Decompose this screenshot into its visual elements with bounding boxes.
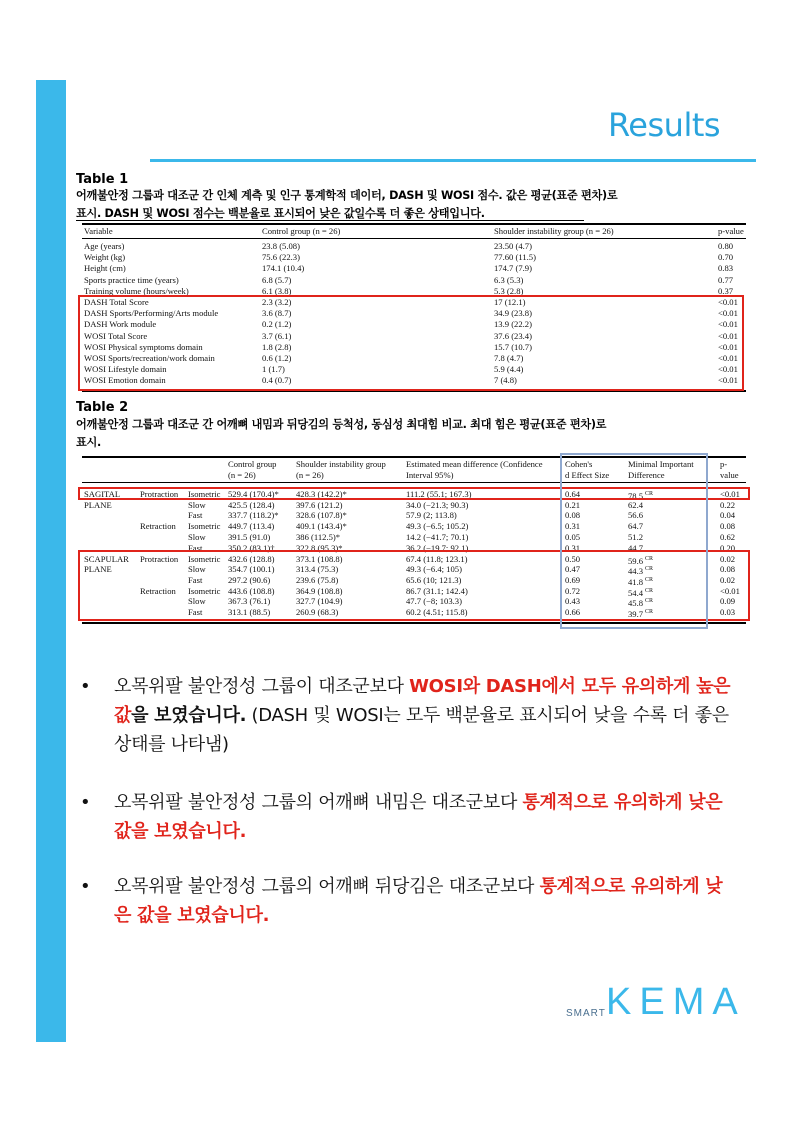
table2-cell-control: 337.7 (118.2)* xyxy=(228,510,279,521)
table1-cell-instability: 6.3 (5.3) xyxy=(494,274,524,285)
table1-cell-control: 3.7 (6.1) xyxy=(262,330,292,341)
table2-cell-instab: 327.7 (104.9) xyxy=(296,596,343,607)
table2-cell-p: <0.01 xyxy=(720,489,740,499)
page-title: Results xyxy=(608,106,721,144)
table1-cell-pvalue: <0.01 xyxy=(718,297,738,307)
table1-label: Table 1 xyxy=(76,172,129,187)
table1-header-variable: Variable xyxy=(84,226,113,236)
table1-cell-instability: 5.3 (2.8) xyxy=(494,285,524,296)
table2-cell-speed: Isometric xyxy=(188,489,221,499)
table1-cell-variable: DASH Sports/Performing/Arts module xyxy=(84,308,219,319)
table2-cell-p: <0.01 xyxy=(720,585,740,596)
table2-cell-control: 432.6 (128.8) xyxy=(228,553,275,564)
table2-header-control: (n = 26) xyxy=(228,470,256,480)
table1-header-pvalue: p-value xyxy=(718,226,744,236)
table2-cell-d: 0.50 xyxy=(565,553,581,564)
table2-cell-diff: 65.6 (10; 121.3) xyxy=(406,575,462,585)
bullet-1-text xyxy=(114,672,738,759)
table2-cell-speed: Slow xyxy=(188,596,206,607)
table2-cell-p: 0.02 xyxy=(720,575,736,585)
table2-cell-mid: 51.2 xyxy=(628,531,644,542)
table1-cell-instability: 23.50 (4.7) xyxy=(494,241,532,251)
table2-header-mid: Minimal Important xyxy=(628,459,694,469)
table2-cell-instab: 328.6 (107.8)* xyxy=(296,510,347,521)
table1-cell-control: 6.8 (5.7) xyxy=(262,274,292,285)
table1-cell-variable: WOSI Sports/recreation/work domain xyxy=(84,353,215,363)
table1-cell-pvalue: 0.37 xyxy=(718,285,734,296)
table2-cell-d: 0.64 xyxy=(565,489,581,499)
table2-cell-speed: Fast xyxy=(188,607,203,618)
table1-caption-underline xyxy=(76,220,584,221)
table1-cell-variable: WOSI Physical symptoms domain xyxy=(84,341,203,352)
table1-cell-instability: 7 (4.8) xyxy=(494,375,517,386)
table1-caption-line2: 표시. DASH 및 WOSI 점수는 백분율로 표시되어 낮은 값일수록 더 좋은 상태입니다. xyxy=(76,207,485,220)
table2-cell-d: 0.21 xyxy=(565,499,581,510)
table2-cell-speed: Slow xyxy=(188,531,206,542)
bullet-3-text xyxy=(114,872,738,930)
table2-cell-control: 350.2 (83.1)† xyxy=(228,542,275,553)
table1-cell-pvalue: <0.01 xyxy=(718,341,738,352)
table2-header-instab: (n = 26) xyxy=(296,470,324,480)
table2-effect-size-highlight-box xyxy=(560,453,708,629)
table2-caption-line1: 어깨불안정 그룹과 대조군 간 어깨뼈 내밈과 뒤당김의 등척성, 동심성 최대힘 비교. 최대 힘은 평균(표준 편차)로 xyxy=(76,418,607,431)
table2-cell-d: 0.66 xyxy=(565,607,581,618)
table1-cell-variable: DASH Work module xyxy=(84,319,157,330)
table1-cell-control: 0.4 (0.7) xyxy=(262,375,292,386)
table1-cell-pvalue: <0.01 xyxy=(718,319,738,330)
table2-cell-instab: 364.9 (108.8) xyxy=(296,585,343,596)
table2-cell-mid: 44.7 xyxy=(628,542,644,553)
table2-cell-diff: 47.7 (−8; 103.3) xyxy=(406,596,462,607)
table1-highlight-box xyxy=(78,295,744,391)
table2-cell-speed: Fast xyxy=(188,510,203,521)
table2-header-diff: Estimated mean difference (Confidence xyxy=(406,459,543,469)
table2-cell-control: 354.7 (100.1) xyxy=(228,564,275,575)
table2-cell-mid-sup: CR xyxy=(645,598,654,605)
table2-cell-control: 425.5 (128.4) xyxy=(228,499,275,510)
table2-cell-mid: 39.7 $^{CR}$ xyxy=(628,608,654,619)
bullet-2-segment: 오목위팔 불안정성 그룹의 어깨뼈 내밈은 대조군보다 xyxy=(114,792,523,813)
table2-cell-diff: 86.7 (31.1; 142.4) xyxy=(406,585,468,596)
smart-kema-logo xyxy=(566,981,746,1030)
table2-cell-diff: 60.2 (4.51; 115.8) xyxy=(406,607,468,618)
table2-header-d: Cohen's xyxy=(565,459,593,469)
table2-cell-p: 0.04 xyxy=(720,510,736,521)
table2-cell-mid: 54.4 $^{CR}$ xyxy=(628,587,654,598)
table2-label: Table 2 xyxy=(76,400,129,415)
table1-cell-pvalue: <0.01 xyxy=(718,364,738,375)
bullet-1-segment: 을 보였습니다. xyxy=(131,705,247,726)
table2-cell-control: 391.5 (91.0) xyxy=(228,531,271,542)
table1-cell-variable: DASH Total Score xyxy=(84,297,149,307)
table2-cell-movement: Protraction xyxy=(140,489,179,499)
table2-cell-p: 0.08 xyxy=(720,564,736,575)
table2-cell-p: 0.08 xyxy=(720,521,736,532)
table2-cell-mid-sup: CR xyxy=(645,587,654,594)
table2-cell-speed: Fast xyxy=(188,542,203,553)
table2-cell-instab: 386 (112.5)* xyxy=(296,531,341,542)
table2-cell-diff: 49.3 (−6.5; 105.2) xyxy=(406,521,469,532)
table2-cell-diff: 14.2 (−41.7; 70.1) xyxy=(406,531,469,542)
table1-cell-variable: Training volume (hours/week) xyxy=(84,285,189,296)
table1-cell-pvalue: <0.01 xyxy=(718,330,738,341)
table1-header-rule xyxy=(82,238,746,239)
table2-cell-movement: Retraction xyxy=(140,585,176,596)
table2-cell-instab: 322.8 (95.3)* xyxy=(296,542,343,553)
table1-cell-control: 174.1 (10.4) xyxy=(262,263,305,274)
table1-cell-instability: 77.60 (11.5) xyxy=(494,252,536,263)
table2-cell-mid: 45.8 $^{CR}$ xyxy=(628,598,654,609)
table1-cell-instability: 7.8 (4.7) xyxy=(494,353,524,363)
table2-header-mid: Difference xyxy=(628,470,665,480)
table2-cell-diff: 36.2 (−19.7; 92.1) xyxy=(406,542,469,553)
table2-cell-p: 0.03 xyxy=(720,607,736,618)
table2-cell-instab: 239.6 (75.8) xyxy=(296,575,339,585)
table2-header-d: d Effect Size xyxy=(565,470,610,480)
side-accent-bar xyxy=(36,80,66,1042)
bullet-2-highlight: 통계적으로 유의하게 낮은 값을 보였습니다. xyxy=(114,792,723,842)
table2-cell-instab: 260.9 (68.3) xyxy=(296,607,339,618)
table2-cell-control: 449.7 (113.4) xyxy=(228,521,275,532)
bullet-3-highlight: 통계적으로 유의하게 낮은 값을 보였습니다. xyxy=(114,876,723,926)
table1-cell-variable: WOSI Emotion domain xyxy=(84,375,166,386)
table1-cell-pvalue: <0.01 xyxy=(718,375,738,386)
table1-cell-pvalue: 0.70 xyxy=(718,252,734,263)
table2-cell-control: 443.6 (108.8) xyxy=(228,585,275,596)
table2-cell-d: 0.05 xyxy=(565,531,581,542)
table2-cell-diff: 111.2 (55.1; 167.3) xyxy=(406,489,472,499)
table2-cell-mid: 56.6 xyxy=(628,510,644,521)
table2-cell-control: 297.2 (90.6) xyxy=(228,575,271,585)
table2-cell-mid-sup: CR xyxy=(645,609,654,616)
bullet-1-highlight: WOSI와 DASH에서 모두 유의하게 높은 값 xyxy=(114,676,731,726)
table2-cell-movement: Retraction xyxy=(140,521,176,532)
table1-cell-control: 6.1 (3.8) xyxy=(262,285,292,296)
table2-cell-d: 0.72 xyxy=(565,585,581,596)
table2-cell-speed: Slow xyxy=(188,564,206,575)
table2-cell-d: 0.43 xyxy=(565,596,581,607)
table1-cell-control: 0.2 (1.2) xyxy=(262,319,292,330)
table2-cell-control: 313.1 (88.5) xyxy=(228,607,271,618)
table1-cell-instability: 174.7 (7.9) xyxy=(494,263,532,274)
table2-cell-diff: 34.0 (−21.3; 90.3) xyxy=(406,499,469,510)
table1-cell-control: 23.8 (5.08) xyxy=(262,241,300,251)
bullet-dot: • xyxy=(80,676,91,697)
table2-cell-d: 0.31 xyxy=(565,542,581,553)
table2-cell-speed: Fast xyxy=(188,575,203,585)
table1-cell-instability: 15.7 (10.7) xyxy=(494,341,532,352)
table2-cell-p: 0.20 xyxy=(720,542,736,553)
table2-cell-control: 529.4 (170.4)* xyxy=(228,489,279,499)
table2-cell-instab: 409.1 (143.4)* xyxy=(296,521,347,532)
table2-cell-mid-sup: CR xyxy=(645,491,654,497)
table1-cell-pvalue: 0.77 xyxy=(718,274,734,285)
table2-cell-instab: 397.6 (121.2) xyxy=(296,499,343,510)
table1-cell-control: 0.6 (1.2) xyxy=(262,353,292,363)
table2-cell-diff: 49.3 (−6.4; 105) xyxy=(406,564,462,575)
table1-header-instability: Shoulder instability group (n = 26) xyxy=(494,226,614,236)
table2-header-p: value xyxy=(720,470,739,480)
table1-cell-control: 1 (1.7) xyxy=(262,364,285,375)
table1-cell-variable: Sports practice time (years) xyxy=(84,274,179,285)
table1-cell-variable: Weight (kg) xyxy=(84,252,126,263)
table2-cell-d: 0.69 xyxy=(565,575,581,585)
table2-caption-line2: 표시. xyxy=(76,436,101,449)
table2-cell-mid-sup: CR xyxy=(645,566,654,573)
table1-cell-variable: WOSI Total Score xyxy=(84,330,148,341)
table2-cell-mid: 59.6 $^{CR}$ xyxy=(628,555,654,566)
bullet-1-segment: (DASH 및 WOSI는 모두 백분율로 표시되어 낮을 수록 더 좋은 상태를 나타냄) xyxy=(114,705,729,755)
table2-cell-mid: 64.7 xyxy=(628,521,644,532)
table1-cell-pvalue: 0.80 xyxy=(718,241,734,251)
table2-cell-plane: PLANE xyxy=(84,499,112,510)
table2-header-instab: Shoulder instability group xyxy=(296,459,386,469)
table2-cell-d: 0.08 xyxy=(565,510,581,521)
table2-cell-diff: 57.9 (2; 113.8) xyxy=(406,510,457,521)
table2-cell-plane: SCAPULAR xyxy=(84,553,129,564)
table1-caption-line1: 어깨불안정 그룹과 대조군 간 인체 계측 및 인구 통계학적 데이터, DASH 및 WOSI 점수. 값은 평균(표준 편차)로 xyxy=(76,189,618,202)
table2-cell-mid: 44.3 $^{CR}$ xyxy=(628,566,654,577)
table1-cell-control: 1.8 (2.8) xyxy=(262,341,292,352)
table2-cell-speed: Isometric xyxy=(188,553,221,564)
bullet-1-segment: 오목위팔 불안정성 그룹이 대조군보다 xyxy=(114,676,410,697)
table1-cell-instability: 17 (12.1) xyxy=(494,297,526,307)
table2-cell-mid: 78.5 $^{CR}$ xyxy=(628,490,654,501)
table2-cell-p: 0.02 xyxy=(720,553,736,564)
table2-cell-p: 0.62 xyxy=(720,531,736,542)
table2-cell-speed: Slow xyxy=(188,499,206,510)
table2-cell-mid-sup: CR xyxy=(645,555,654,562)
table1-header-control: Control group (n = 26) xyxy=(262,226,341,236)
table2-header-control: Control group xyxy=(228,459,277,469)
table2-cell-p: 0.09 xyxy=(720,596,736,607)
table2-cell-movement: Protraction xyxy=(140,553,179,564)
table1-cell-pvalue: 0.83 xyxy=(718,263,734,274)
table2-cell-d: 0.47 xyxy=(565,564,581,575)
table2-cell-plane: SAGITAL xyxy=(84,489,121,499)
table2-cell-control: 367.3 (76.1) xyxy=(228,596,271,607)
table1-cell-instability: 37.6 (23.4) xyxy=(494,330,532,341)
table1-top-rule xyxy=(82,223,746,225)
table1-cell-instability: 34.9 (23.8) xyxy=(494,308,532,319)
table1-cell-pvalue: <0.01 xyxy=(718,308,738,319)
table1-cell-variable: Height (cm) xyxy=(84,263,126,274)
table1-cell-variable: Age (years) xyxy=(84,241,125,251)
table2-header-diff: Interval 95%) xyxy=(406,470,454,480)
table2-cell-instab: 373.1 (108.8) xyxy=(296,553,343,564)
logo-smart-text: SMART xyxy=(566,1008,606,1019)
bullet-dot: • xyxy=(80,792,91,813)
table2-cell-mid: 41.8 $^{CR}$ xyxy=(628,576,654,587)
table2-cell-speed: Isometric xyxy=(188,585,221,596)
title-underline xyxy=(150,159,756,162)
table2-header-p: p- xyxy=(720,459,728,469)
table2-cell-d: 0.31 xyxy=(565,521,581,532)
table2-cell-speed: Isometric xyxy=(188,521,221,532)
table1-cell-instability: 13.9 (22.2) xyxy=(494,319,532,330)
table2-cell-instab: 428.3 (142.2)* xyxy=(296,489,347,499)
table1-cell-control: 3.6 (8.7) xyxy=(262,308,292,319)
table1-cell-instability: 5.9 (4.4) xyxy=(494,364,524,375)
table2-cell-p: 0.22 xyxy=(720,499,736,510)
table1-cell-pvalue: <0.01 xyxy=(718,353,738,363)
bullet-2-text xyxy=(114,788,738,846)
table2-cell-mid: 62.4 xyxy=(628,499,644,510)
table1-cell-variable: WOSI Lifestyle domain xyxy=(84,364,167,375)
table2-cell-instab: 313.4 (75.3) xyxy=(296,564,339,575)
table2-cell-plane: PLANE xyxy=(84,564,112,575)
logo-kema-text: KEMA xyxy=(606,981,746,1023)
table2-cell-mid-sup: CR xyxy=(645,577,654,583)
table1-cell-control: 2.3 (3.2) xyxy=(262,297,292,307)
table1-cell-control: 75.6 (22.3) xyxy=(262,252,300,263)
table2-cell-diff: 67.4 (11.8; 123.1) xyxy=(406,553,468,564)
bullet-dot: • xyxy=(80,876,91,897)
bullet-3-segment: 오목위팔 불안정성 그룹의 어깨뼈 뒤당김은 대조군보다 xyxy=(114,876,540,897)
